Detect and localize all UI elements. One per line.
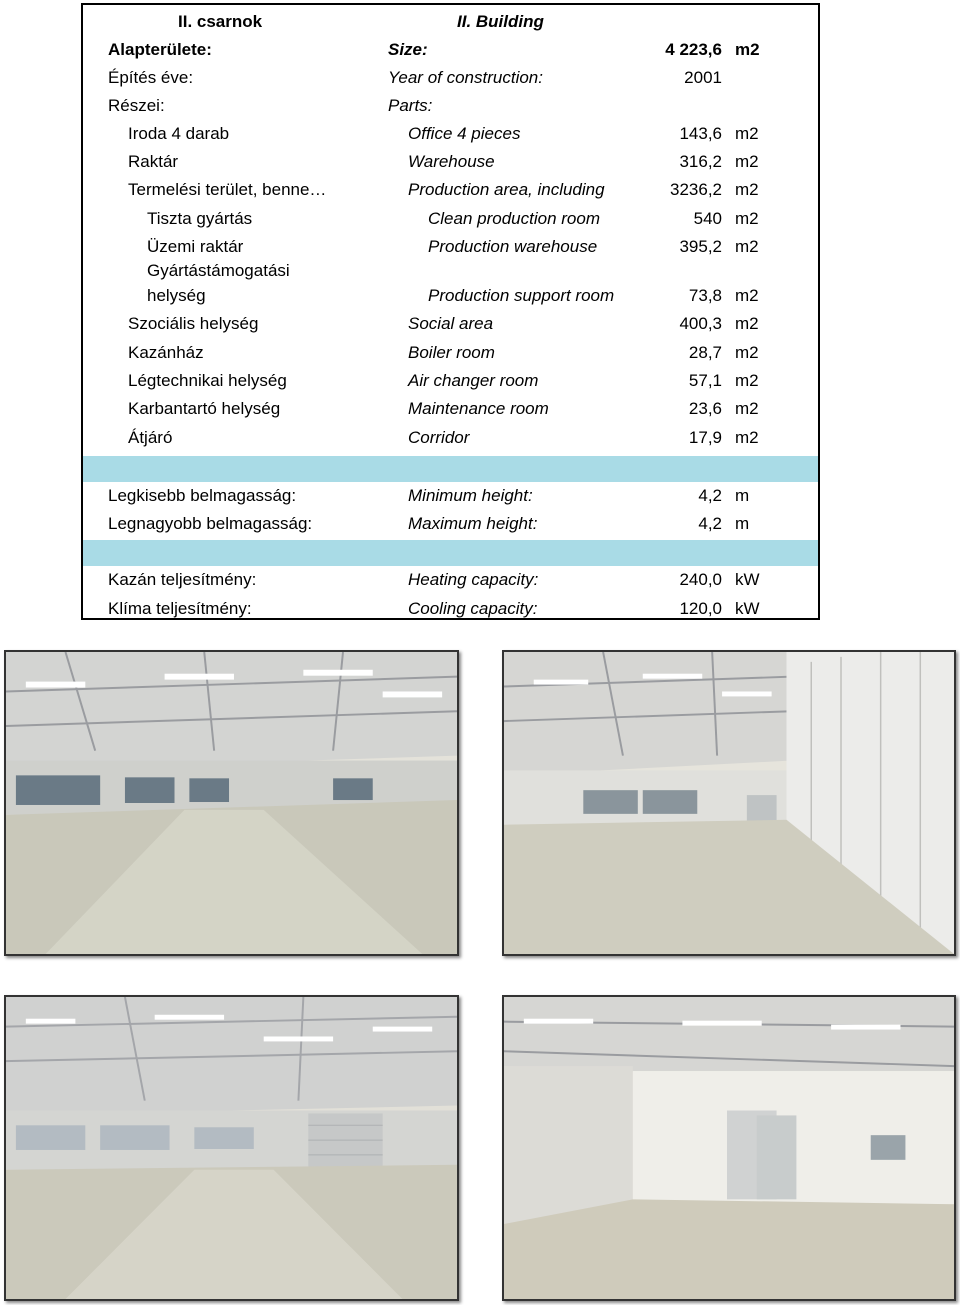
parts-label-en: Parts: [388,96,433,115]
height-label-hu: Legkisebb belmagasság: [108,486,297,505]
item-label-hu: Termelési terület, benne… [128,180,327,199]
height-label-hu: Legnagyobb belmagasság: [108,514,313,533]
item-label-en: Social area [408,314,494,333]
separator-band [83,540,818,566]
item-label-hu: Kazánház [128,343,204,362]
item-value: 28,7 [688,343,722,362]
item-unit: m2 [735,180,759,199]
item-value: 57,1 [688,371,722,390]
item-label-en: Warehouse [408,152,495,171]
height-label-en: Maximum height: [408,514,538,533]
item-unit: m2 [735,314,759,333]
separator-band [83,456,818,482]
item-label-en: Clean production room [428,209,600,228]
building-data-table [81,3,820,620]
item-label-hu: Karbantartó helység [128,399,281,418]
height-value: 4,2 [698,486,722,505]
item-label-en: Production support room [428,286,615,305]
item-value: 316,2 [679,152,722,171]
item-value: 400,3 [679,314,722,333]
item-value: 23,6 [688,399,722,418]
item-label-hu: Tiszta gyártás [147,209,253,228]
capacity-value: 120,0 [679,599,722,618]
item-unit: m2 [735,343,759,362]
item-label-hu: Üzemi raktár [147,237,244,256]
year-label-en: Year of construction: [388,68,543,87]
size-value: 4 223,6 [665,40,722,59]
size-unit: m2 [735,40,760,59]
capacity-label-hu: Kazán teljesítmény: [108,570,257,589]
item-label-en: Boiler room [408,343,495,362]
item-label-hu: Raktár [128,152,179,171]
capacity-label-en: Cooling capacity: [408,599,538,618]
item-value: 17,9 [688,428,722,447]
item-label-hu: Légtechnikai helység [128,371,287,390]
parts-label-hu: Részei: [108,96,165,115]
header-hu: II. csarnok [178,12,263,31]
year-label-hu: Építés éve: [108,68,194,87]
item-value: 3236,2 [670,180,722,199]
item-value: 395,2 [679,237,722,256]
item-unit: m2 [735,152,759,171]
capacity-unit: kW [735,570,760,589]
item-unit: m2 [735,428,759,447]
item-label-hu-line1: Gyártástámogatási [147,261,290,280]
photo-hall-interior-2 [502,650,956,956]
item-unit: m2 [735,209,759,228]
item-unit: m2 [735,286,759,305]
item-unit: m2 [735,399,759,418]
item-unit: m2 [735,237,759,256]
capacity-value: 240,0 [679,570,722,589]
item-label-en: Corridor [408,428,470,447]
item-label-en: Production warehouse [428,237,598,256]
capacity-unit: kW [735,599,760,618]
item-label-en: Air changer room [408,371,539,390]
item-value: 540 [693,209,722,228]
height-unit: m [735,486,750,505]
photo-hall-interior-3 [4,995,459,1301]
item-label-en: Maintenance room [408,399,549,418]
item-label-en: Office 4 pieces [408,124,521,143]
capacity-label-en: Heating capacity: [408,570,539,589]
item-value: 73,8 [688,286,722,305]
capacity-label-hu: Klíma teljesítmény: [108,599,252,618]
height-label-en: Minimum height: [408,486,533,505]
size-label-hu: Alapterülete: [108,40,212,59]
height-unit: m [735,514,750,533]
photo-hall-interior-1 [4,650,459,956]
header-en: II. Building [457,12,544,31]
photo-hall-interior-4 [502,995,956,1301]
item-label-hu: Iroda 4 darab [128,124,230,143]
item-unit: m2 [735,371,759,390]
item-label-en: Production area, including [408,180,605,199]
item-label-hu-line2: helység [147,286,206,305]
item-label-hu: Szociális helység [128,314,259,333]
height-value: 4,2 [698,514,722,533]
year-value: 2001 [684,68,722,87]
item-label-hu: Átjáró [128,428,173,447]
item-unit: m2 [735,124,759,143]
item-value: 143,6 [679,124,722,143]
size-label-en: Size: [388,40,428,59]
